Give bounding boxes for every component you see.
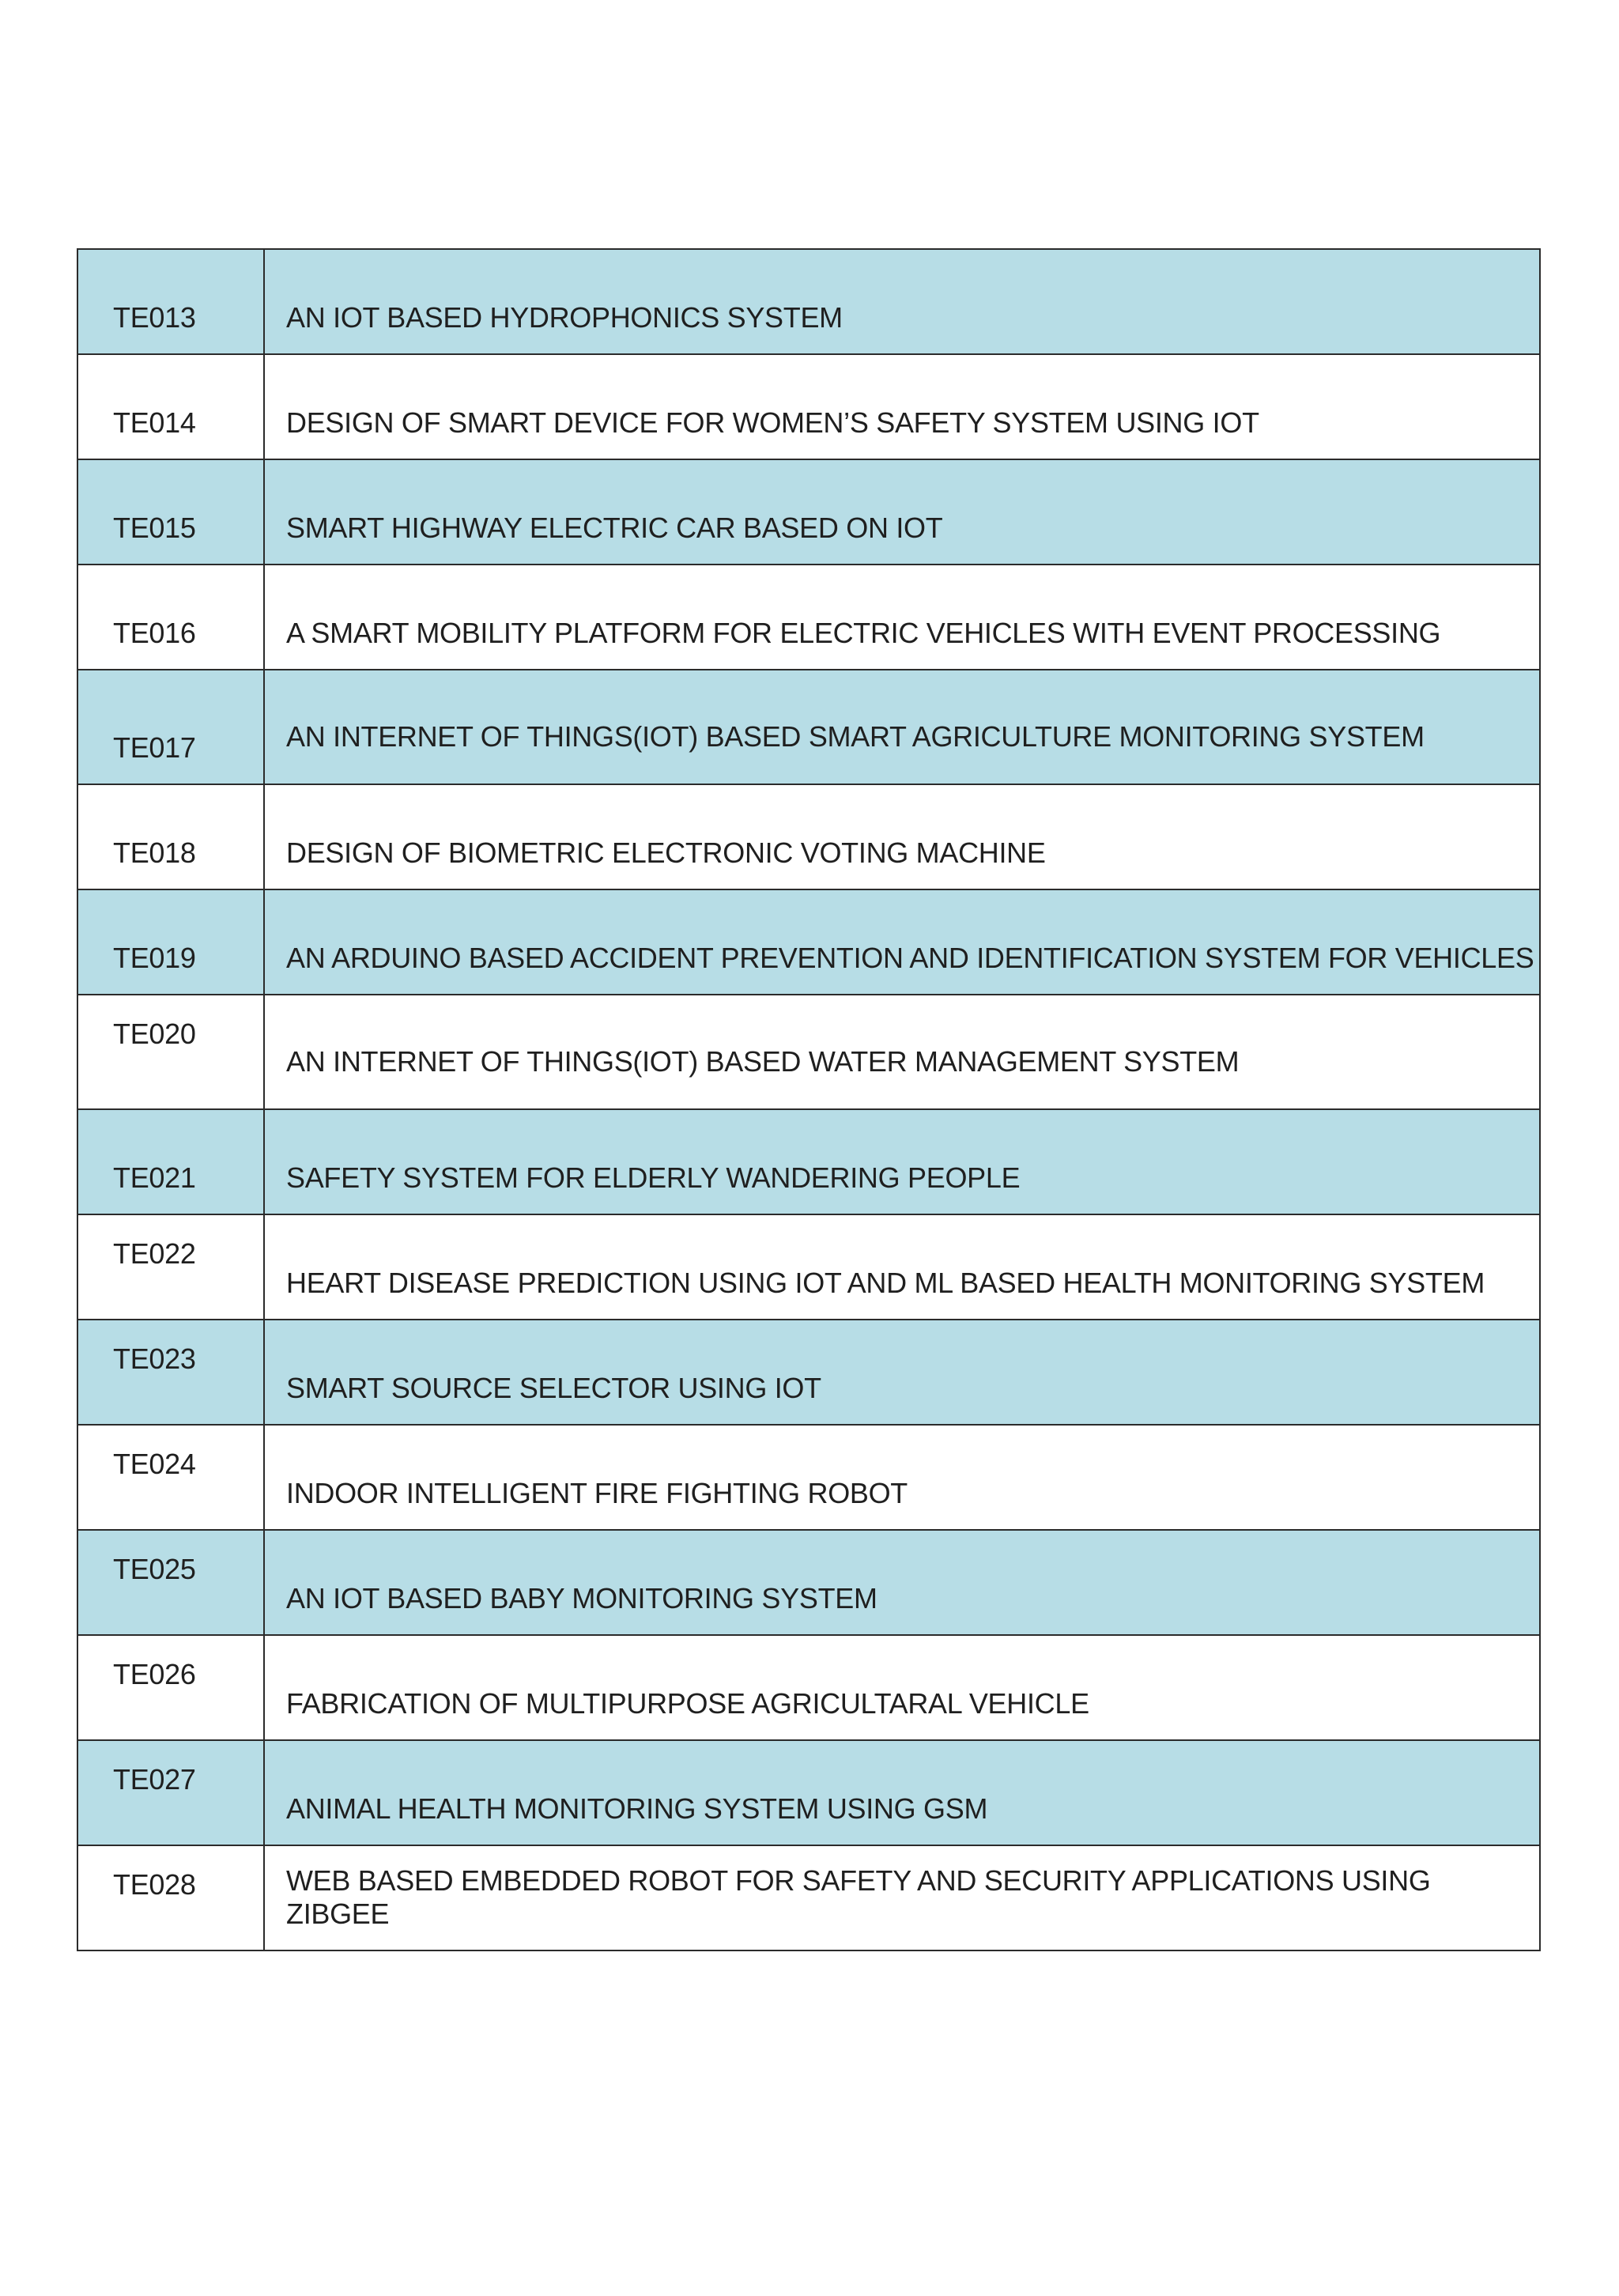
project-title: SMART SOURCE SELECTOR USING IOT bbox=[264, 1320, 1540, 1425]
project-code: TE015 bbox=[77, 459, 264, 565]
project-title: AN INTERNET OF THINGS(IOT) BASED SMART AGRICULTURE MONITORING SYSTEM bbox=[264, 670, 1540, 784]
project-code: TE018 bbox=[77, 784, 264, 889]
project-code: TE020 bbox=[77, 995, 264, 1109]
project-list-table bbox=[77, 248, 1541, 1951]
table-row bbox=[77, 1845, 1540, 1950]
project-code: TE023 bbox=[77, 1320, 264, 1425]
project-code: TE028 bbox=[77, 1845, 264, 1950]
project-title: A SMART MOBILITY PLATFORM FOR ELECTRIC VEHICLES WITH EVENT PROCESSING bbox=[264, 565, 1540, 670]
table-row bbox=[77, 1425, 1540, 1530]
project-code: TE026 bbox=[77, 1635, 264, 1740]
table-row bbox=[77, 249, 1540, 354]
project-title: DESIGN OF BIOMETRIC ELECTRONIC VOTING MACHINE bbox=[264, 784, 1540, 889]
project-code: TE013 bbox=[77, 249, 264, 354]
project-title: HEART DISEASE PREDICTION USING IOT AND ML BASED HEALTH MONITORING SYSTEM bbox=[264, 1214, 1540, 1320]
project-code: TE022 bbox=[77, 1214, 264, 1320]
project-code: TE016 bbox=[77, 565, 264, 670]
table-row bbox=[77, 459, 1540, 565]
project-code: TE027 bbox=[77, 1740, 264, 1845]
table-row bbox=[77, 1214, 1540, 1320]
table-row bbox=[77, 670, 1540, 784]
project-title: WEB BASED EMBEDDED ROBOT FOR SAFETY AND SECURITY APPLICATIONS USING ZIBGEE bbox=[264, 1845, 1540, 1950]
table-row bbox=[77, 1320, 1540, 1425]
table-row bbox=[77, 1740, 1540, 1845]
project-code: TE017 bbox=[77, 670, 264, 784]
project-title: AN IOT BASED BABY MONITORING SYSTEM bbox=[264, 1530, 1540, 1635]
project-code: TE025 bbox=[77, 1530, 264, 1635]
project-title: AN IOT BASED HYDROPHONICS SYSTEM bbox=[264, 249, 1540, 354]
table-row bbox=[77, 784, 1540, 889]
project-code: TE024 bbox=[77, 1425, 264, 1530]
project-title: SMART HIGHWAY ELECTRIC CAR BASED ON IOT bbox=[264, 459, 1540, 565]
project-title: AN INTERNET OF THINGS(IOT) BASED WATER MANAGEMENT SYSTEM bbox=[264, 995, 1540, 1109]
table-row bbox=[77, 1109, 1540, 1214]
table-row bbox=[77, 1635, 1540, 1740]
table-row bbox=[77, 354, 1540, 459]
project-code: TE019 bbox=[77, 889, 264, 995]
table-row bbox=[77, 565, 1540, 670]
project-title: ANIMAL HEALTH MONITORING SYSTEM USING GSM bbox=[264, 1740, 1540, 1845]
project-title: AN ARDUINO BASED ACCIDENT PREVENTION AND IDENTIFICATION SYSTEM FOR VEHICLES bbox=[264, 889, 1540, 995]
table-row bbox=[77, 889, 1540, 995]
project-title: INDOOR INTELLIGENT FIRE FIGHTING ROBOT bbox=[264, 1425, 1540, 1530]
table-row bbox=[77, 1530, 1540, 1635]
project-code: TE014 bbox=[77, 354, 264, 459]
project-title: SAFETY SYSTEM FOR ELDERLY WANDERING PEOPLE bbox=[264, 1109, 1540, 1214]
project-title: FABRICATION OF MULTIPURPOSE AGRICULTARAL VEHICLE bbox=[264, 1635, 1540, 1740]
table-row bbox=[77, 995, 1540, 1109]
project-title: DESIGN OF SMART DEVICE FOR WOMEN’S SAFETY SYSTEM USING IOT bbox=[264, 354, 1540, 459]
project-code: TE021 bbox=[77, 1109, 264, 1214]
